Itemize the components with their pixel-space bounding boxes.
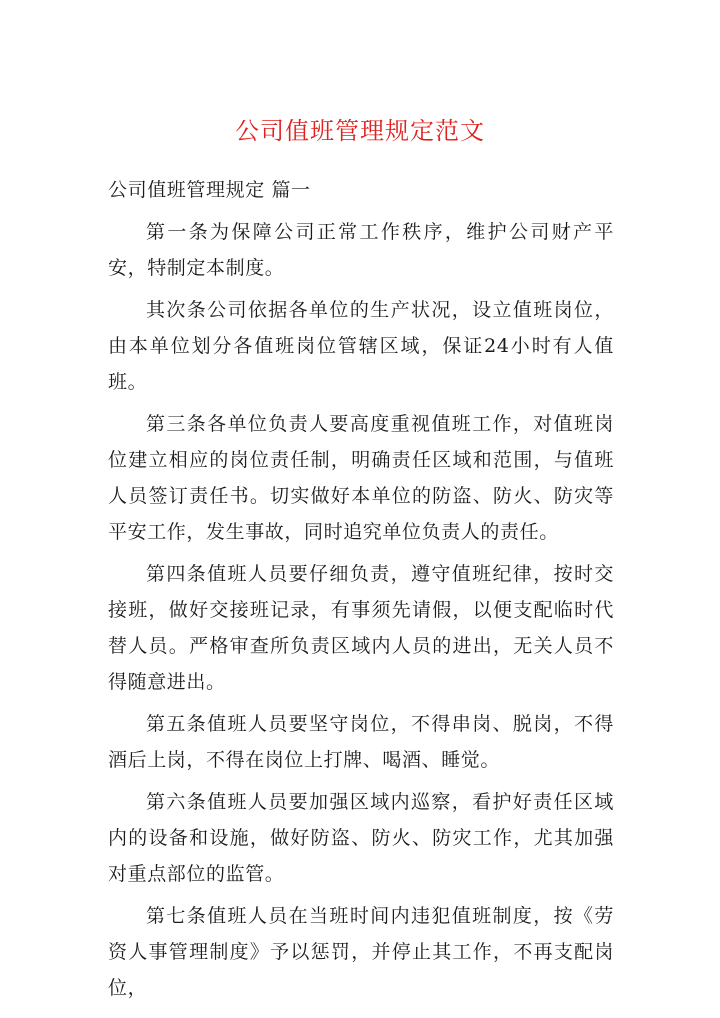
- article-3: 第三条各单位负责人要高度重视值班工作，对值班岗位建立相应的岗位责任制，明确责任区域和范围，与值班人员签订责任书。切实做好本单位的防盗、防火、防灾等平安工作，发生事故，同时追究单位负责人的责任。: [108, 413, 614, 543]
- document-body: [108, 172, 614, 1012]
- article-6: 第六条值班人员要加强区域内巡察，看护好责任区域内的设备和设施，做好防盗、防火、防灾工作，尤其加强对重点部位的监管。: [108, 791, 614, 885]
- document-title: 公司值班管理规定范文: [235, 117, 485, 145]
- article-1: 第一条为保障公司正常工作秩序，维护公司财产平安，特制定本制度。: [108, 221, 614, 279]
- article-4: 第四条值班人员要仔细负责，遵守值班纪律，按时交接班，做好交接班记录，有事须先请假，以便支配临时代替人员。严格审查所负责区域内人员的进出，无关人员不得随意进出。: [108, 563, 614, 693]
- section-heading: 公司值班管理规定 篇一: [108, 179, 311, 201]
- article-7: 第七条值班人员在当班时间内违犯值班制度，按《劳资人事管理制度》予以惩罚，并停止其工作，不再支配岗位，: [108, 905, 614, 999]
- article-5: 第五条值班人员要坚守岗位，不得串岗、脱岗，不得酒后上岗，不得在岗位上打牌、喝酒、睡觉。: [108, 713, 614, 771]
- article-2: 其次条公司依据各单位的生产状况，设立值班岗位，由本单位划分各值班岗位管辖区域，保证24小时有人值班。: [108, 299, 614, 393]
